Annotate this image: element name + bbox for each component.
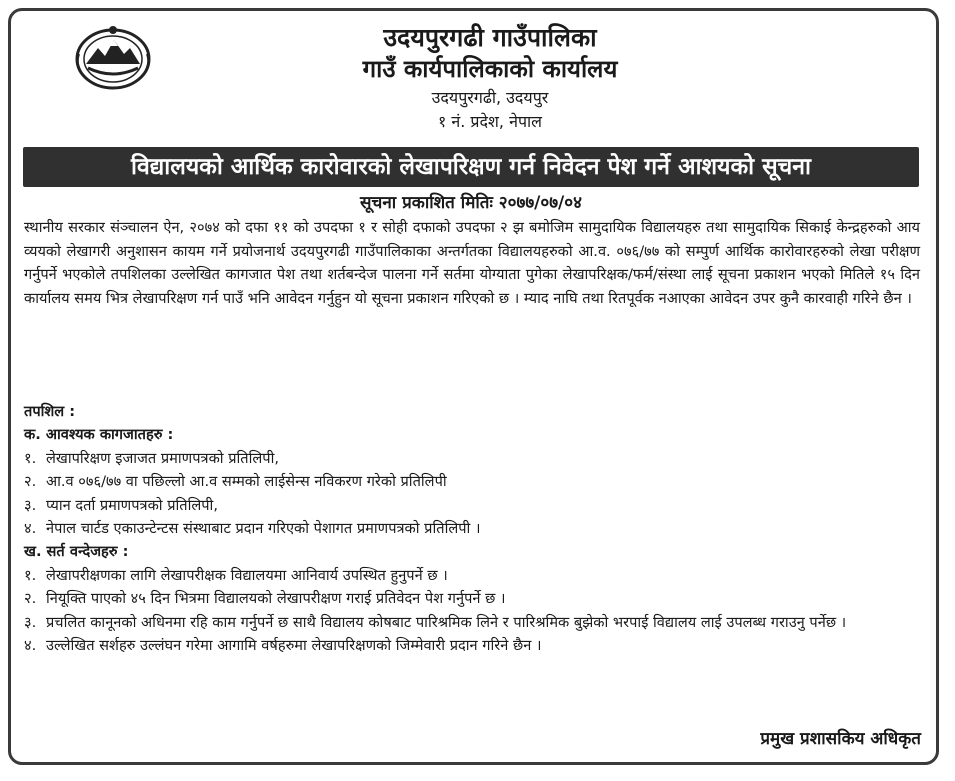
item-number: ३. — [24, 496, 37, 514]
notice-title-banner: विद्यालयको आर्थिक कारोवारको लेखापरिक्षण गर्न निवेदन पेश गर्ने आशयको सूचना — [23, 147, 919, 187]
details-heading: तपशिल : — [24, 403, 76, 420]
item-text: प्रचलित कानूनको अधिनमा रहि काम गर्नुपर्ने छ साथै विद्यालय कोषबाट पारिश्रमिक लिने र पारिश्रमिक बुझेको भरपाई विद्यालय लाई उपलब्ध गराउनु पर्नेछ । — [46, 613, 847, 631]
item-text: लेखापरीक्षणका लागि लेखापरीक्षक विद्यालयमा आनिवार्य उपस्थित हुनुपर्ने छ । — [46, 566, 448, 584]
item-number: १. — [24, 566, 37, 584]
list-item — [24, 611, 924, 634]
item-number: ४. — [24, 637, 37, 655]
section-b-heading: ख. सर्त वन्देजहरु : — [24, 543, 129, 561]
item-number: ४. — [24, 520, 37, 538]
office-title: उदयपुरगढी गाउँपालिका — [383, 23, 597, 52]
list-item — [24, 494, 924, 517]
notice-body: स्थानीय सरकार संञ्चालन ऐन, २०७४ को दफा ११ को उपदफा १ र सोही दफाको उपदफा २ झ बमोजिम सामुदायिक विद्यालयहरु तथा सामुदायिक सिकाई केन्द्रहरुको आय व्ययको लेखागरी अनुशासन कायम गर्ने प्रयोजनार्थ उदयपुरगढी गाउँपालिकाका अन्तर्गतका विद्यालयहरुको आ.व. ०७६/७७ को सम्पुर्ण आर्थिक कारोवारहरुको लेखा परीक्षण गर्नुपर्ने भएकोले तपशिलका उल्लेखित कागजात पेश तथा शर्तबन्देज पालना गर्ने सर्तमा योग्याता पुगेका लेखापरिक्षक/फर्म/संस्था लाई सूचना प्रकाशन भएको मितिले १५ दिन कार्यालय समय भित्र लेखापरिक्षण गर्न पाउँ भनि आवेदन गर्नुहुन यो सूचना प्रकाशन गरिएको छ । म्याद नाघि तथा रितपूर्वक नआएका आवेदन उपर कुनै कारवाही गरिने छैन । — [24, 219, 920, 307]
signature-title: प्रमुख प्रशासकिय अधिकृत — [760, 729, 921, 749]
office-address-line2: १ नं. प्रदेश, नेपाल — [437, 112, 543, 131]
details-list — [24, 400, 924, 657]
list-item — [24, 634, 924, 657]
item-text: नेपाल चार्टड एकाउन्टेन्टस संस्थाबाट प्रदान गरिएको पेशागत प्रमाणपत्रको प्रतिलिपी । — [46, 520, 481, 538]
item-text: आ.व ०७६/७७ वा पछिल्लो आ.व सम्मको लाईसेन्स नविकरण गरेको प्रतिलिपी — [46, 473, 447, 491]
list-item — [24, 470, 924, 493]
item-text: नियूक्ति पाएको ४५ दिन भित्रमा विद्यालयको लेखापरीक्षण गराई प्रतिवेदन पेश गर्नुपर्ने छ । — [46, 590, 506, 608]
published-date: सूचना प्रकाशित मितिः २०७७/०७/०४ — [360, 193, 582, 213]
item-text: लेखापरिक्षण इजाजत प्रमाणपत्रको प्रतिलिपी, — [46, 449, 279, 467]
office-header — [170, 22, 810, 134]
item-number: १. — [24, 449, 37, 467]
list-item — [24, 564, 924, 587]
list-item — [24, 447, 924, 470]
section-a-heading: क. आवश्यक कागजातहरु : — [24, 426, 174, 444]
item-number: ३. — [24, 613, 37, 631]
office-address-line1: उदयपुरगढी, उदयपुर — [431, 88, 549, 107]
list-item — [24, 587, 924, 610]
office-subtitle: गाउँ कार्यपालिकाको कार्यालय — [362, 55, 618, 83]
item-text: प्यान दर्ता प्रमाणपत्रको प्रतिलिपी, — [46, 496, 218, 514]
nepal-government-emblem-icon — [74, 24, 152, 90]
item-number: २. — [24, 473, 37, 491]
item-text: उल्लेखित सर्शहरु उल्लंघन गरेमा आगामि वर्षहरुमा लेखापरिक्षणको जिम्मेवारी प्रदान गरिने छैन । — [46, 637, 542, 655]
list-item — [24, 517, 924, 540]
item-number: २. — [24, 590, 37, 608]
